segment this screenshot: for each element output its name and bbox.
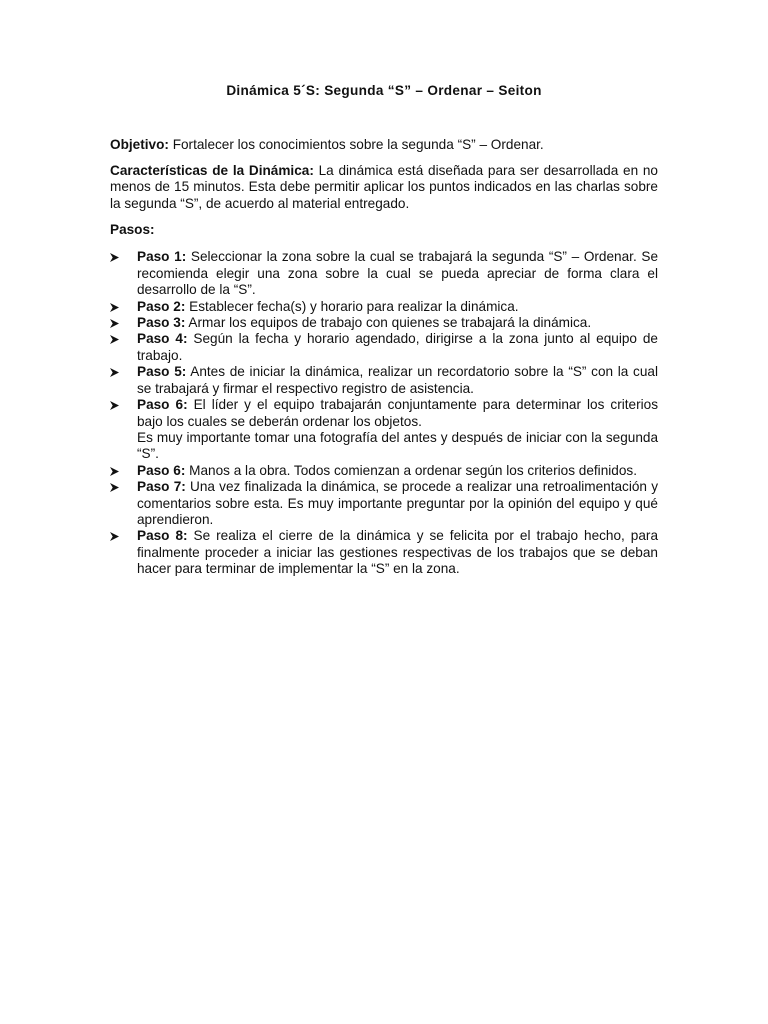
step-label: Paso 6: [137, 397, 188, 413]
step-label: Paso 6: [137, 462, 186, 478]
step-item [110, 364, 658, 397]
arrowhead-bullet-icon [110, 463, 124, 476]
characteristics-paragraph [110, 163, 658, 212]
arrowhead-bullet-icon [110, 397, 124, 410]
arrowhead-bullet-icon [110, 528, 124, 541]
step-text: Según la fecha y horario agendado, dirigirse a la zona junto al equipo de trabajo. [137, 331, 658, 363]
step-label: Paso 8: [137, 528, 188, 544]
arrowhead-bullet-icon [110, 299, 124, 312]
characteristics-text: La dinámica está diseñada para ser desarrollada en no menos de 15 minutos. Esta debe permitir aplicar los puntos indicados en las charlas sobre la segunda “S”, de acuerdo al material entregado. [110, 162, 658, 211]
step-label: Paso 7: [137, 479, 186, 495]
steps-list [110, 249, 658, 577]
step-text: Establecer fecha(s) y horario para realizar la dinámica. [185, 298, 519, 314]
step-item [110, 479, 658, 528]
step-text: El líder y el equipo trabajarán conjuntamente para determinar los criterios bajo los cuales se deberán ordenar los objetos. [137, 397, 658, 429]
arrowhead-bullet-icon [110, 364, 124, 377]
step-item [110, 463, 658, 479]
step-label: Paso 2: [137, 298, 186, 314]
step-text: Manos a la obra. Todos comienzan a ordenar según los criterios definidos. [185, 462, 637, 478]
step-text: Antes de iniciar la dinámica, realizar un recordatorio sobre la “S” con la cual se trabajará y firmar el respectivo registro de asistencia. [137, 364, 658, 396]
objective-label: Objetivo: [110, 137, 169, 153]
step-item [110, 397, 658, 463]
step-label: Paso 1: [137, 249, 187, 265]
step-item [110, 315, 658, 331]
arrowhead-bullet-icon [110, 479, 124, 492]
objective-text: Fortalecer los conocimientos sobre la segunda “S” – Ordenar. [168, 137, 544, 153]
step-label: Paso 3: [137, 315, 186, 331]
step-item [110, 249, 658, 298]
arrowhead-bullet-icon [110, 249, 124, 262]
step-item [110, 299, 658, 315]
step-label: Paso 5: [137, 364, 187, 380]
characteristics-label: Características de la Dinámica: [110, 162, 314, 178]
arrowhead-bullet-icon [110, 331, 124, 344]
step-extra-text: Es muy importante tomar una fotografía del antes y después de iniciar con la segunda “S”. [137, 429, 658, 462]
step-item [110, 528, 658, 577]
document-page [110, 83, 658, 578]
step-text: Seleccionar la zona sobre la cual se trabajará la segunda “S” – Ordenar. Se recomienda elegir una zona sobre la cual se pueda apreciar de forma clara el desarrollo de la “S”. [137, 249, 659, 298]
step-text: Se realiza el cierre de la dinámica y se felicita por el trabajo hecho, para finalmente proceder a iniciar las gestiones respectivas de los trabajos que se deban hacer para terminar de implementar la “S” en la zona. [137, 528, 659, 577]
step-item [110, 331, 658, 364]
objective-paragraph [110, 137, 658, 153]
steps-heading: Pasos: [110, 222, 155, 238]
document-title: Dinámica 5´S: Segunda “S” – Ordenar – Seiton [226, 83, 542, 98]
arrowhead-bullet-icon [110, 315, 124, 328]
step-label: Paso 4: [137, 331, 188, 347]
step-text: Una vez finalizada la dinámica, se procede a realizar una retroalimentación y comentarios sobre esta. Es muy importante preguntar por la opinión del equipo y qué aprendieron. [137, 479, 658, 527]
step-text: Armar los equipos de trabajo con quienes se trabajará la dinámica. [185, 315, 592, 331]
